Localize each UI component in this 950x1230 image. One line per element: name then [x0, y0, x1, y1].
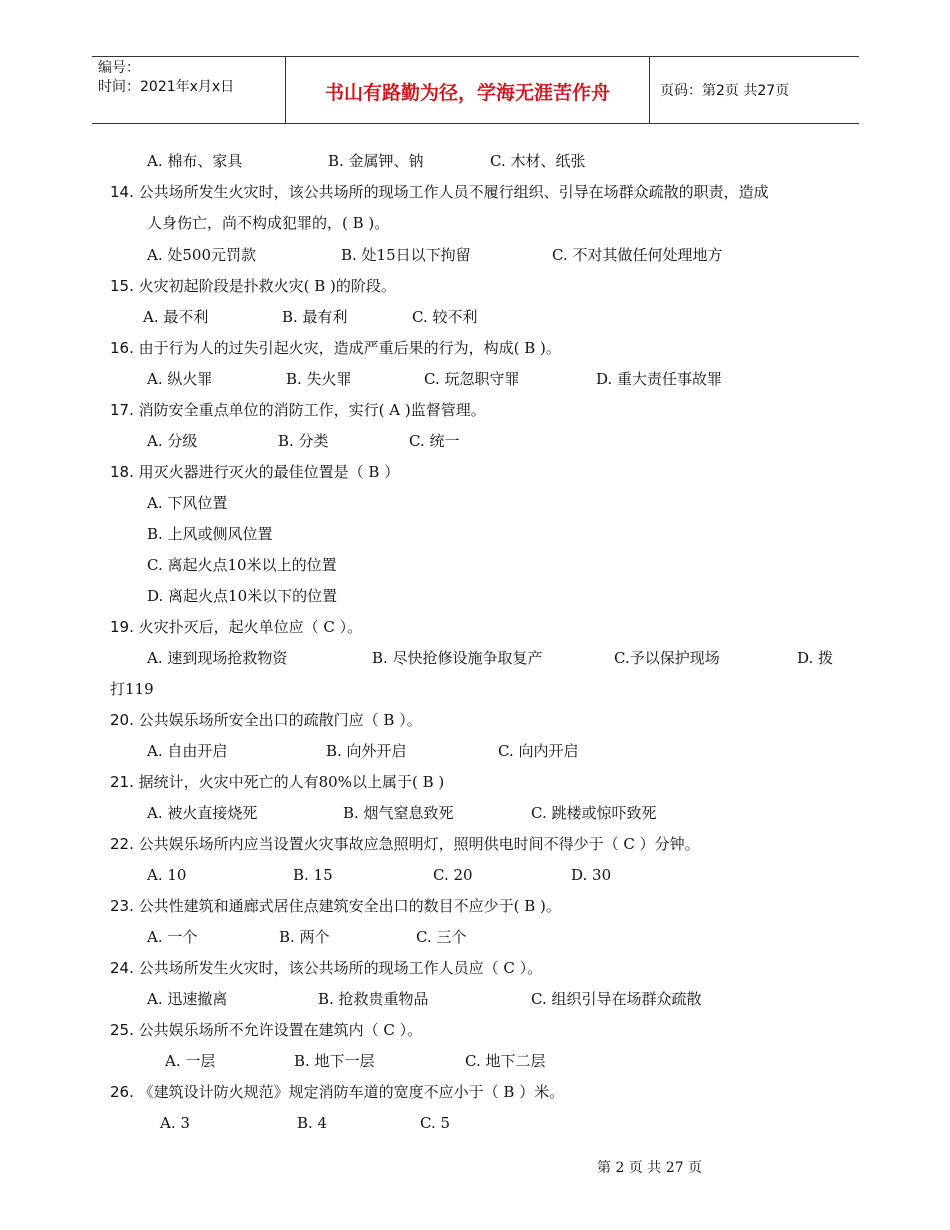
option: A. 处500元罚款 [147, 246, 256, 264]
option-wrap: 打119 [110, 680, 154, 698]
header-page-label: 页码：第2页 共27页 [660, 83, 790, 99]
question-text: 公共性建筑和通廊式居住点建筑安全出口的数目不应少于( B )。 [138, 897, 561, 915]
option: B. 4 [297, 1114, 328, 1132]
option: B. 15 [293, 866, 333, 884]
question [110, 617, 362, 637]
option: B. 金属钾、钠 [328, 152, 424, 170]
option: C. 统一 [409, 432, 460, 450]
question-number: 15. [110, 277, 134, 295]
option: C. 不对其做任何处理地方 [552, 246, 723, 264]
option: D. 重大责任事故罪 [596, 370, 723, 388]
question-number: 23. [110, 897, 134, 915]
option: B. 尽快抢修设施争取复产 [372, 649, 543, 667]
question-number: 22. [110, 835, 134, 853]
question [110, 710, 422, 730]
time-label: 时间：2021年x月x日 [98, 79, 235, 95]
option: A. 被火直接烧死 [147, 804, 258, 822]
option: C. 组织引导在场群众疏散 [531, 990, 702, 1008]
option: B. 分类 [278, 432, 329, 450]
question [110, 1082, 564, 1102]
option: D. 拨 [797, 649, 834, 667]
option: A. 一层 [165, 1052, 216, 1070]
number-label: 编号： [98, 60, 140, 76]
option: B. 处15日以下拘留 [341, 246, 471, 264]
question-text: 消防安全重点单位的消防工作，实行( A )监督管理。 [138, 401, 486, 419]
question-text: 公共场所发生火灾时，该公共场所的现场工作人员不履行组织、引导在场群众疏散的职责，造成 [138, 183, 769, 201]
option: A. 一个 [147, 928, 198, 946]
option: D. 30 [571, 866, 612, 884]
question-text: 公共娱乐场所安全出口的疏散门应（ B ）。 [138, 711, 422, 729]
question [110, 276, 396, 296]
question-number: 14. [110, 183, 134, 201]
question [110, 834, 700, 854]
question-continuation: 人身伤亡，尚不构成犯罪的，( B )。 [147, 214, 390, 232]
question-number: 24. [110, 959, 134, 977]
page-footer: 第 2 页 共 27 页 [597, 1160, 702, 1176]
option: B. 两个 [279, 928, 330, 946]
question-number: 19. [110, 618, 134, 636]
question [110, 400, 486, 420]
option: A. 速到现场抢救物资 [147, 649, 288, 667]
option: C. 跳楼或惊吓致死 [531, 804, 657, 822]
option: B. 上风或侧风位置 [147, 525, 273, 543]
question-text: 据统计，火灾中死亡的人有80%以上属于( B ) [138, 773, 445, 791]
question-number: 16. [110, 339, 134, 357]
question-text: 用灭火器进行灭火的最佳位置是（ B ） [138, 463, 400, 481]
header-divider [649, 57, 650, 123]
option: C. 木材、纸张 [490, 152, 586, 170]
option: B. 地下一层 [294, 1052, 375, 1070]
option: C. 较不利 [412, 308, 478, 326]
header-meta [98, 59, 283, 97]
option: A. 下风位置 [147, 494, 228, 512]
question-number: 25. [110, 1021, 134, 1039]
option: C. 三个 [416, 928, 467, 946]
question-text: 由于行为人的过失引起火灾，造成严重后果的行为，构成( B )。 [138, 339, 561, 357]
question-text: 公共娱乐场所内应当设置火灾事故应急照明灯，照明供电时间不得少于（ C ）分钟。 [138, 835, 700, 853]
question-text: 火灾扑灭后，起火单位应（ C ）。 [138, 618, 363, 636]
option: C.予以保护现场 [614, 649, 720, 667]
option: A. 迅速撤离 [147, 990, 228, 1008]
question-number: 18. [110, 463, 134, 481]
option: B. 失火罪 [286, 370, 352, 388]
question-text: 火灾初起阶段是扑救火灾( B )的阶段。 [138, 277, 396, 295]
option: A. 纵火罪 [147, 370, 213, 388]
option: B. 烟气窒息致死 [343, 804, 454, 822]
option: D. 离起火点10米以下的位置 [147, 587, 338, 605]
question [110, 896, 561, 916]
option: A. 分级 [147, 432, 198, 450]
header-motto: 书山有路勤为径，学海无涯苦作舟 [324, 82, 610, 104]
option: A. 10 [147, 866, 187, 884]
question [110, 338, 561, 358]
question [110, 958, 542, 978]
question-number: 17. [110, 401, 134, 419]
question [110, 772, 444, 792]
option: B. 向外开启 [326, 742, 407, 760]
question [110, 182, 769, 202]
question-text: 《建筑设计防火规范》规定消防车道的宽度不应小于（ B ）米。 [138, 1083, 565, 1101]
option: C. 5 [420, 1114, 451, 1132]
option: A. 最不利 [143, 308, 209, 326]
option: B. 最有利 [282, 308, 348, 326]
question-number: 26. [110, 1083, 134, 1101]
option: C. 20 [433, 866, 473, 884]
question [110, 1020, 422, 1040]
question-text: 公共场所发生火灾时，该公共场所的现场工作人员应（ C ）。 [138, 959, 543, 977]
option: C. 向内开启 [498, 742, 579, 760]
option: B. 抢救贵重物品 [318, 990, 429, 1008]
option: C. 玩忽职守罪 [424, 370, 520, 388]
option: A. 3 [160, 1114, 190, 1132]
question-text: 公共娱乐场所不允许设置在建筑内（ C ）。 [138, 1021, 423, 1039]
option: A. 棉布、家具 [147, 152, 243, 170]
page-header [92, 56, 859, 124]
option: A. 自由开启 [147, 742, 228, 760]
question [110, 462, 399, 482]
question-number: 21. [110, 773, 134, 791]
question-number: 20. [110, 711, 134, 729]
option: C. 离起火点10米以上的位置 [147, 556, 337, 574]
option: C. 地下二层 [465, 1052, 546, 1070]
